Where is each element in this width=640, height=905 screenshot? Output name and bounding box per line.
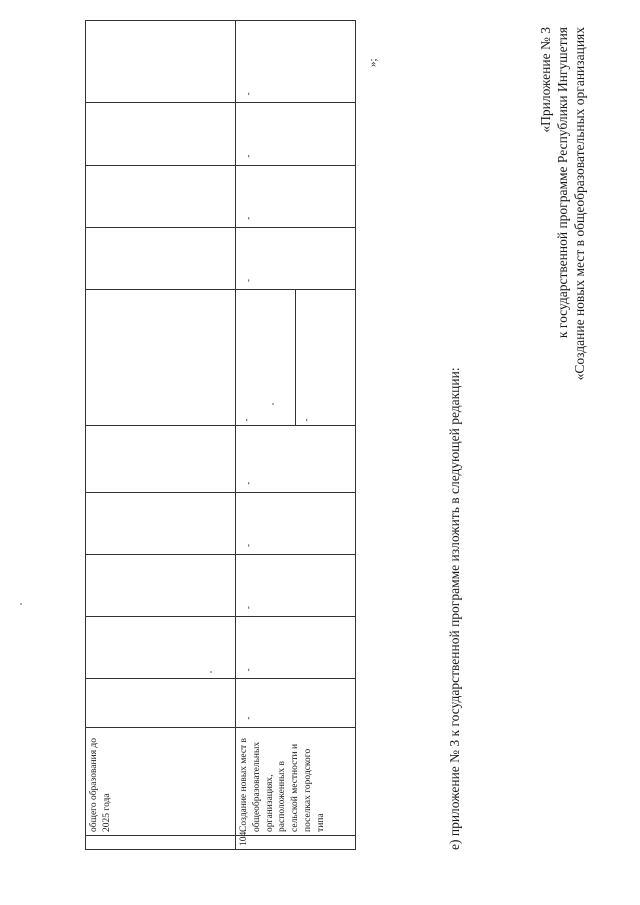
- table-row-previous: [86, 21, 236, 850]
- row-number: 104.: [236, 835, 356, 849]
- cell-value: -: [243, 154, 253, 158]
- prev-num-cell: [86, 835, 236, 849]
- cell-value: -: [243, 668, 253, 672]
- cell-value: -: [241, 418, 251, 422]
- cell-value: -: [243, 543, 253, 547]
- cell-value: -: [243, 606, 253, 610]
- cell-value: -: [243, 716, 253, 720]
- table-closing-quote: »;: [367, 58, 379, 67]
- cell-value: -: [243, 279, 253, 283]
- cell-value: -: [243, 92, 253, 96]
- cell-value: -: [243, 481, 253, 485]
- cell-value: -: [243, 216, 253, 220]
- appendix-subprogram: «Создание новых мест в общеобразовательных организациях: [572, 27, 587, 381]
- scan-speck: [210, 671, 212, 673]
- cell-value: -: [301, 418, 311, 422]
- amendment-paragraph: е) приложение № 3 к государственной программе изложить в следующей редакции:: [447, 367, 462, 850]
- prev-name-cell: [86, 727, 236, 835]
- appendix-title: «Приложение № 3: [538, 27, 553, 133]
- table-row-104: [236, 21, 356, 850]
- split-cell: [236, 290, 355, 425]
- scan-speck: [20, 603, 22, 605]
- scan-speck: [272, 403, 274, 405]
- appendix-header: [537, 27, 588, 587]
- prev-row-name: общего образования до 2025 года: [89, 737, 112, 832]
- appendix-program: к государственной программе Республики Ингушетия: [555, 27, 570, 339]
- row-name: Создание новых мест в общеобразовательных организациях, расположенных в сельской местности и поселках городского типа: [236, 727, 356, 835]
- data-table: [85, 20, 355, 850]
